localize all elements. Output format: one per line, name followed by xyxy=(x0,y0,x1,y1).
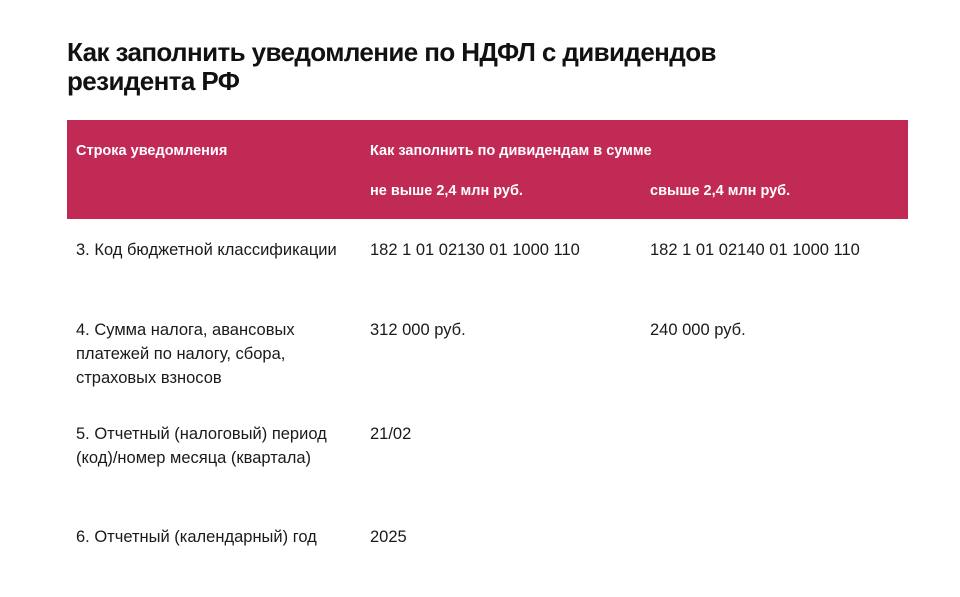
row-label: 4. Сумма налога, авансовых платежей по налогу, сбора, страховых взносов xyxy=(76,321,295,387)
row-value-up-to-2-4m: 2025 xyxy=(370,528,407,546)
header-row-label: Строка уведомления xyxy=(76,143,228,159)
row-value-over-2-4m: 240 000 руб. xyxy=(650,321,746,339)
row-label: 5. Отчетный (налоговый) период (код)/номер месяца (квартала) xyxy=(76,425,327,467)
dividend-tax-table xyxy=(67,120,908,546)
header-subcolumn-over-2-4m: свыше 2,4 млн руб. xyxy=(650,183,791,199)
header-subcolumn-up-to-2-4m: не выше 2,4 млн руб. xyxy=(370,183,523,199)
row-value-up-to-2-4m: 182 1 01 02130 01 1000 110 xyxy=(370,241,580,259)
row-label: 3. Код бюджетной классификации xyxy=(76,241,337,259)
page-title: Как заполнить уведомление по НДФЛ с дивидендов резидента РФ xyxy=(67,37,716,96)
row-value-over-2-4m: 182 1 01 02140 01 1000 110 xyxy=(650,241,860,259)
row-value-up-to-2-4m: 312 000 руб. xyxy=(370,321,466,339)
row-label: 6. Отчетный (календарный) год xyxy=(76,528,317,546)
row-value-up-to-2-4m: 21/02 xyxy=(370,425,412,443)
header-group-label: Как заполнить по дивидендам в сумме xyxy=(370,143,652,159)
table-header xyxy=(67,120,908,219)
